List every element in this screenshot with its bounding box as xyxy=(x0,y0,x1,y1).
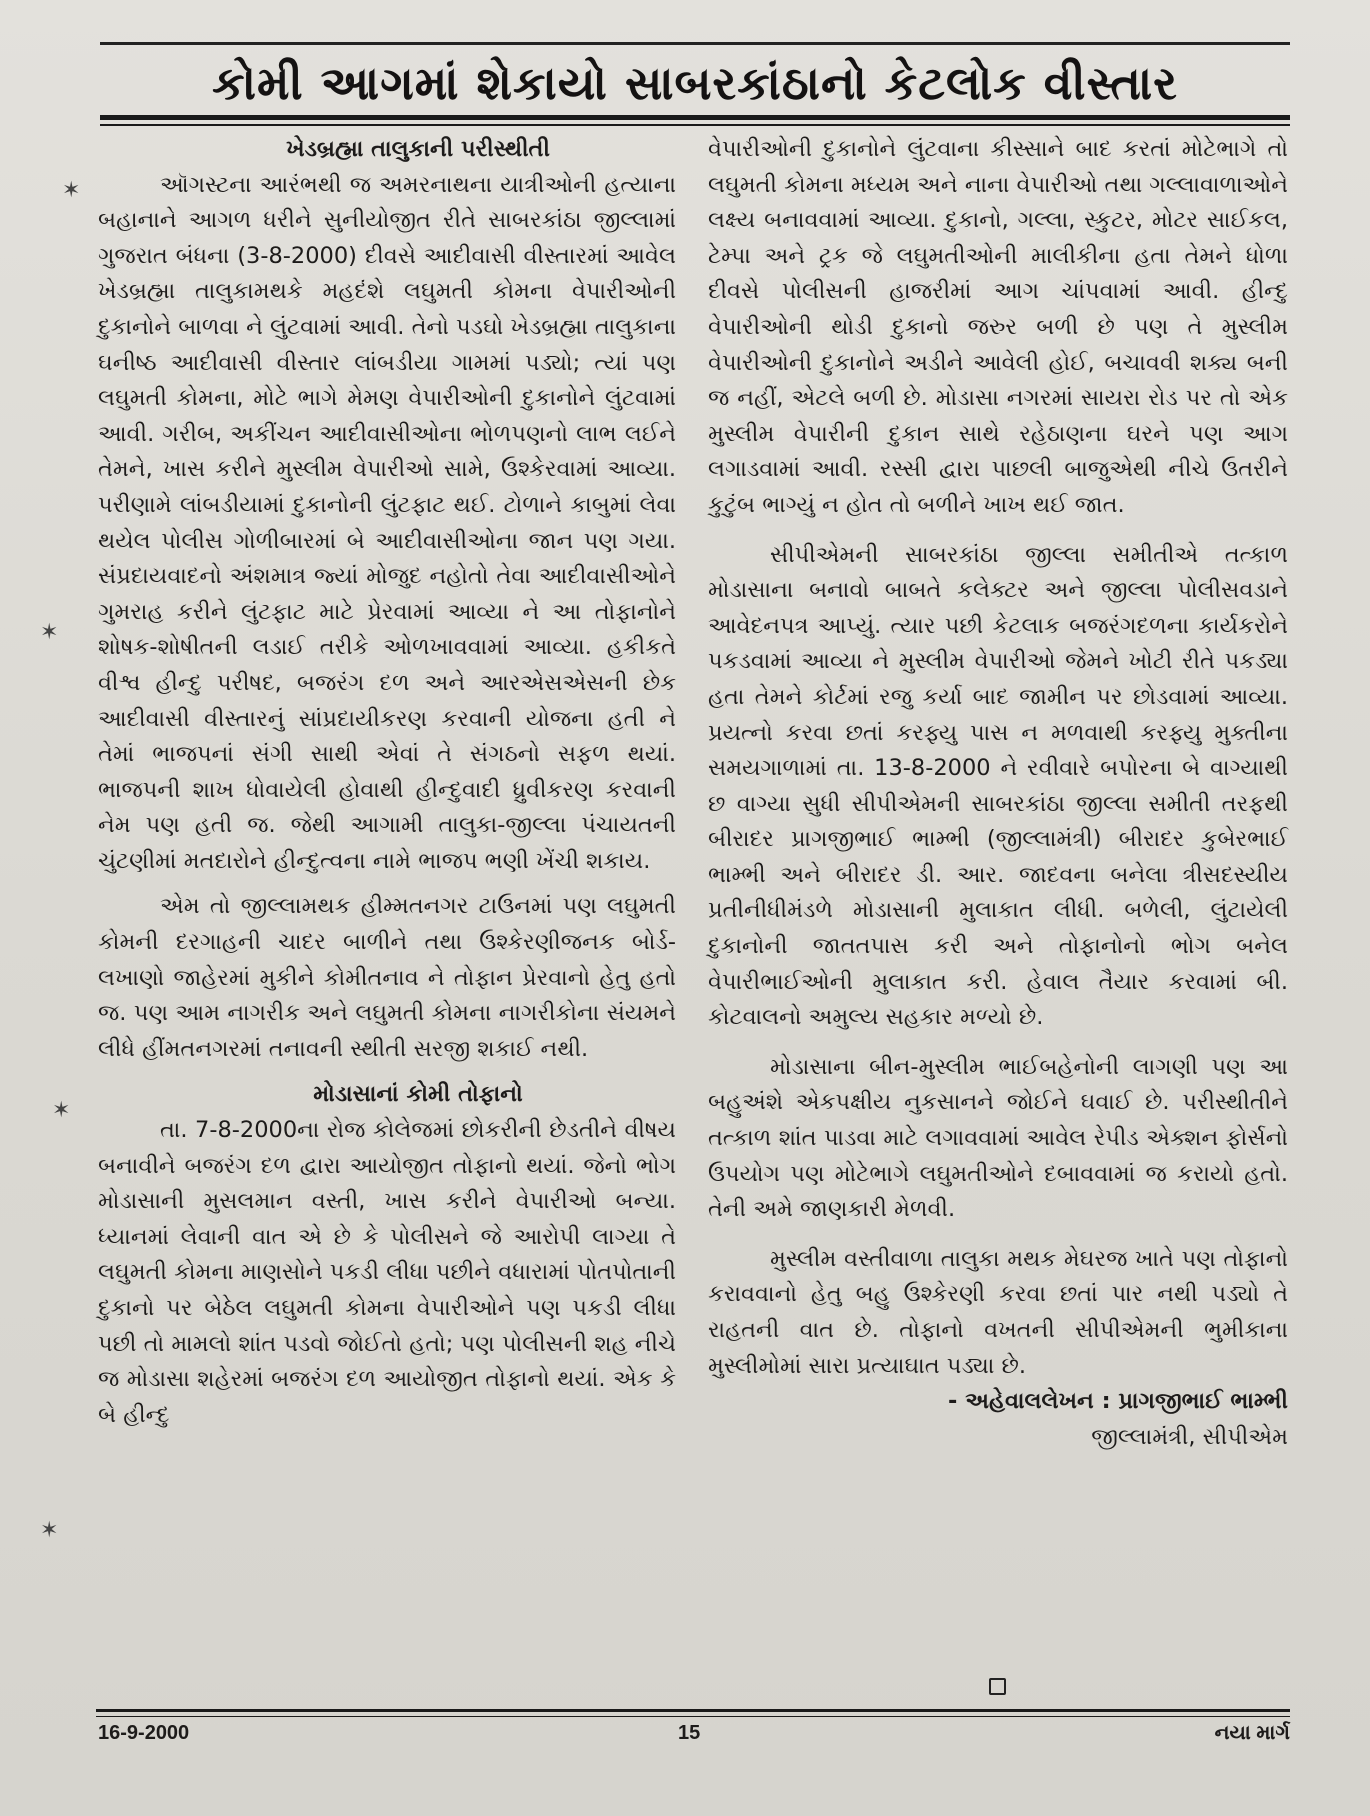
headline-rule-thick xyxy=(100,115,1290,120)
footer-rule-thin xyxy=(96,1716,1290,1717)
paragraph-modasa-1: તા. 7-8-2000ના રોજ કોલેજમાં છોકરીની છેડતીને વીષય બનાવીને બજરંગ દળ દ્વારા આયોજીત તોફાનો થયાં. જેનો ભોગ મોડાસાની મુસલમાન વસ્તી, ખાસ કરીને વેપારીઓ બન્યા. ધ્યાનમાં લેવાની વાત એ છે કે પોલીસને જે આરોપી લાગ્યા તે લઘુમતી કોમના માણસોને પકડી લીધા પછીને વધારામાં પોતપોતાની દુકાનો પર બેઠેલ લઘુમતી કોમના વેપારીઓને પણ પકડી લીધા પછી તો મામલો શાંત પડવો જોઈતો હતો; પણ પોલીસની શહ નીચે જ મોડાસા શહેરમાં બજરંગ દળ આયોજીત તોફાનો થયાં. એક કે બે હીન્દુ xyxy=(98,1117,676,1428)
article-headline: કોમી આગમાં શેકાયો સાબરકાંઠાનો કેટલોક વીસ્તાર xyxy=(212,56,1178,110)
binder-hole-icon: ✶ xyxy=(40,620,59,645)
paragraph-right-1: વેપારીઓની દુકાનોને લુંટવાના કીસ્સાને બાદ કરતાં મોટેભાગે તો લઘુમતી કોમના મધ્યમ અને નાના વેપારીઓ તથા ગલ્લાવાળાઓને લક્ષ્ય બનાવવામાં આવ્યા. દુકાનો, ગલ્લા, સ્કુટર, મોટર સાઈકલ, ટેમ્પા અને ટ્રક જે લઘુમતીઓની માલીકીના હતા તેમને ધોળા દીવસે પોલીસની હાજરીમાં આગ ચાંપવામાં આવી. હીન્દુ વેપારીઓની થોડી દુકાનો જરુર બળી છે પણ તે મુસ્લીમ વેપારીઓની દુકાનોને અડીને આવેલી હોઈ, બચાવવી શક્ય બની જ નહીં, એટલે બળી છે. મોડાસા નગરમાં સાયરા રોડ પર તો એક મુસ્લીમ વેપારીની દુકાન સાથે રહેઠાણના ઘરને પણ આગ લગાડવામાં આવી. રસ્સી દ્વારા પાછલી બાજુએથી નીચે ઉતરીને કુટુંબ ભાગ્યું ન હોત તો બળીને ખાખ થઈ જાત. xyxy=(708,136,1288,518)
footer-date: 16-9-2000 xyxy=(98,1722,190,1744)
section-title-modasa: મોડાસાનાં કોમી તોફાનો xyxy=(313,1081,523,1108)
author-designation: જીલ્લામંત્રી, સીપીએમ xyxy=(1091,1423,1288,1450)
author-signature: - અહેવાલલેખન : પ્રાગજીભાઈ ભામ્ભી xyxy=(948,1388,1288,1415)
paragraph-khedbrahma-2: એમ તો જીલ્લામથક હીમ્મતનગર ટાઉનમાં પણ લઘુમતી કોમની દરગાહની ચાદર બાળીને તથા ઉશ્કેરણીજનક બોર્ડ-લખાણો જાહેરમાં મુકીને કોમીતનાવ ને તોફાન પ્રેરવાનો હેતુ હતો જ. પણ આમ નાગરીક અને લઘુમતી કોમના નાગરીકોના સંયમને લીધે હીંમતનગરમાં તનાવની સ્થીતી સરજી શકાઈ નથી. xyxy=(98,893,676,1062)
paragraph-khedbrahma-1: ઑગસ્ટના આરંભથી જ અમરનાથના યાત્રીઓની હત્યાના બહાનાને આગળ ધરીને સુનીયોજીત રીતે સાબરકાંઠા જીલ્લામાં ગુજરાત બંધના (3-8-2000) દીવસે આદીવાસી વીસ્તારમાં આવેલ ખેડબ્રહ્મા તાલુકામથકે મહદંશે લઘુમતી કોમના વેપારીઓની દુકાનોને બાળવા ને લુંટવામાં આવી. તેનો પડઘો ખેડબ્રહ્મા તાલુકાના ઘનીષ્ઠ આદીવાસી વીસ્તાર લાંબડીયા ગામમાં પડ્યો; ત્યાં પણ લઘુમતી કોમના, મોટે ભાગે મેમણ વેપારીઓની દુકાનોને લુંટવામાં આવી. ગરીબ, અકીંચન આદીવાસીઓના ભોળપણનો લાભ લઈને તેમને, ખાસ કરીને મુસ્લીમ વેપારીઓ સામે, ઉશ્કેરવામાં આવ્યા. પરીણામે લાંબડીયામાં દુકાનોની લુંટફાટ થઈ. ટોળાને કાબુમાં લેવા થયેલ પોલીસ ગોળીબારમાં બે આદીવાસીઓના જાન પણ ગયા. સંપ્રદાયવાદનો અંશમાત્ર જ્યાં મોજુદ નહોતો તેવા આદીવાસીઓને ગુમરાહ કરીને લુંટફાટ માટે પ્રેરવામાં આવ્યા ને આ તોફાનોને શોષક-શોષીતની લડાઈ તરીકે ઓળખાવવામાં આવ્યા. હકીકતે વીશ્વ હીન્દુ પરીષદ, બજરંગ દળ અને આરએસએસની છેક આદીવાસી વીસ્તારનું સાંપ્રદાયીકરણ કરવાની યોજના હતી ને તેમાં ભાજપનાં સંગી સાથી એવાં તે સંગઠનો સફળ થયાં. ભાજપની શાખ ધોવાયેલી હોવાથી હીન્દુવાદી ધ્રુવીકરણ કરવાની નેમ પણ હતી જ. જેથી આગામી તાલુકા-જીલ્લા પંચાયતની ચુંટણીમાં મતદારોને હીન્દુત્વના નામે ભાજપ ભણી ખેંચી શકાય. xyxy=(98,171,676,874)
left-column xyxy=(98,132,676,1433)
right-column xyxy=(708,132,1288,1455)
headline-rule-thin xyxy=(100,124,1290,126)
top-rule xyxy=(100,42,1290,45)
binder-hole-icon: ✶ xyxy=(62,178,81,203)
footer-page-number: 15 xyxy=(678,1722,701,1744)
paragraph-right-2: સીપીએમની સાબરકાંઠા જીલ્લા સમીતીએ તત્કાળ મોડાસાના બનાવો બાબતે કલેક્ટર અને જીલ્લા પોલીસવડાને આવેદનપત્ર આપ્યું. ત્યાર પછી કેટલાક બજરંગદળના કાર્યકરોને પકડવામાં આવ્યા ને મુસ્લીમ વેપારીઓ જેમને ખોટી રીતે પકડ્યા હતા તેમને કોર્ટમાં રજુ કર્યા બાદ જામીન પર છોડવામાં આવ્યા. પ્રયત્નો કરવા છતાં કરફ્યુ પાસ ન મળવાથી કરફ્યુ મુક્તીના સમયગાળામાં તા. 13-8-2000 ને રવીવારે બપોરના બે વાગ્યાથી છ વાગ્યા સુધી સીપીએમની સાબરકાંઠા જીલ્લા સમીતી તરફથી બીરાદર પ્રાગજીભાઈ ભામ્ભી (જીલ્લામંત્રી) બીરાદર કુબેરભાઈ ભામ્ભી અને બીરાદર ડી. આર. જાદવના બનેલા ત્રીસદસ્યીય પ્રતીનીધીમંડળે મોડાસાની મુલાકાત લીધી. બળેલી, લુંટાયેલી દુકાનોની જાતતપાસ કરી અને તોફાનોનો ભોગ બનેલ વેપારીભાઈઓની મુલાકાત કરી. હેવાલ તૈયાર કરવામાં બી. કોટવાલનો અમુલ્ય સહકાર મળ્યો છે. xyxy=(708,541,1288,1031)
binder-hole-icon: ✶ xyxy=(40,1518,59,1543)
binder-hole-icon: ✶ xyxy=(52,1098,71,1123)
footer-rule-thick xyxy=(96,1709,1290,1712)
section-title-khedbrahma: ખેડબ્રહ્મા તાલુકાની પરીસ્થીતી xyxy=(286,136,550,162)
paragraph-right-3: મોડાસાના બીન-મુસ્લીમ ભાઈબહેનોની લાગણી પણ આ બહુઅંશે એકપક્ષીય નુકસાનને જોઈને ઘવાઈ છે. પરીસ્થીતીને તત્કાળ શાંત પાડવા માટે લગાવવામાં આવેલ રેપીડ એક્શન ફોર્સનો ઉપયોગ પણ મોટેભાગે લઘુમતીઓને દબાવવામાં જ કરાયો હતો. તેની અમે જાણકારી મેળવી. xyxy=(708,1053,1288,1223)
footer-publication-name: નયા માર્ગ xyxy=(1214,1722,1290,1744)
article-end-mark-icon xyxy=(989,1678,1006,1695)
paragraph-right-4: મુસ્લીમ વસ્તીવાળા તાલુકા મથક મેઘરજ ખાતે પણ તોફાનો કરાવવાનો હેતુ બહુ ઉશ્કેરણી કરવા છતાં પાર નથી પડ્યો તે રાહતની વાત છે. તોફાનો વખતની સીપીએમની ભુમીકાના મુસ્લીમોમાં સારા પ્રત્યાઘાત પડ્યા છે. xyxy=(708,1245,1288,1379)
